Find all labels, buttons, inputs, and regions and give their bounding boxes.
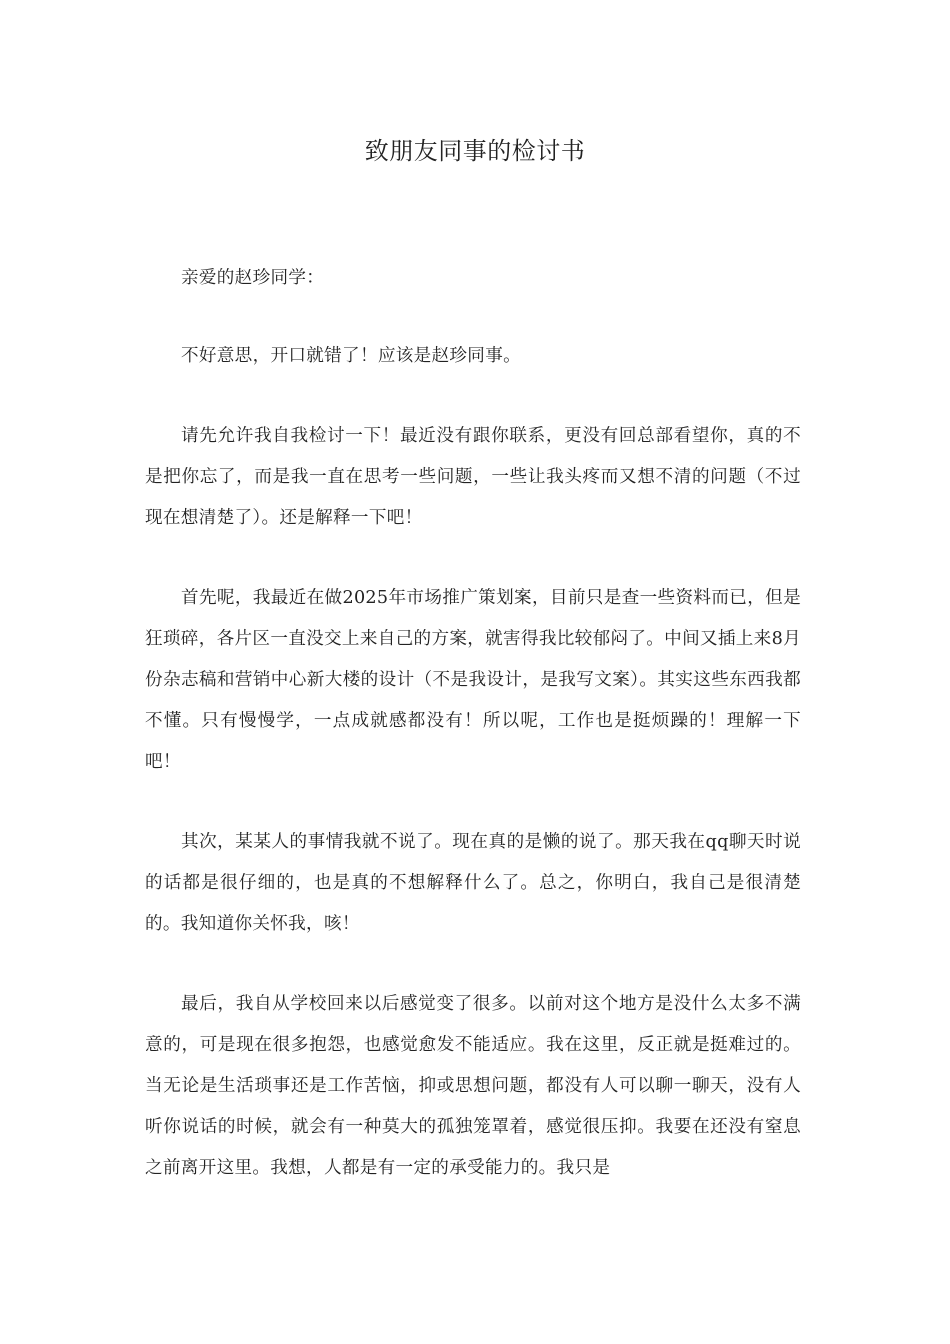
- paragraph-work: 首先呢，我最近在做2025年市场推广策划案，目前只是查一些资料而已，但是狂琐碎，各片区一直没交上来自己的方案，就害得我比较郁闷了。中间又插上来8月份杂志稿和营销中心新大楼的设计（不是我设计，是我写文案）。其实这些东西我都不懂。只有慢慢学，一点成就感都没有！所以呢，工作也是挺烦躁的！理解一下吧！: [145, 588, 801, 772]
- salutation: 亲爱的赵珍同学：: [181, 268, 325, 288]
- paragraph-self-review: 请先允许我自我检讨一下！最近没有跟你联系，更没有回总部看望你，真的不是把你忘了，而是我一直在思考一些问题，一些让我头疼而又想不清的问题（不过现在想清楚了）。还是解释一下吧！: [145, 426, 801, 528]
- paragraph-feelings: 最后，我自从学校回来以后感觉变了很多。以前对这个地方是没什么太多不满意的，可是现在很多抱怨，也感觉愈发不能适应。我在这里，反正就是挺难过的。当无论是生活琐事还是工作苦恼，抑或思想问题，都没有人可以聊一聊天，没有人听你说话的时候，就会有一种莫大的孤独笼罩着，感觉很压抑。我要在还没有窒息之前离开这里。我想，人都是有一定的承受能力的。我只是: [145, 994, 801, 1178]
- paragraph-apology: 不好意思，开口就错了！应该是赵珍同事。: [181, 346, 521, 366]
- document-title: 致朋友同事的检讨书: [364, 137, 586, 165]
- paragraph-personal: 其次，某某人的事情我就不说了。现在真的是懒的说了。那天我在qq聊天时说的话都是很仔细的，也是真的不想解释什么了。总之，你明白，我自己是很清楚的。我知道你关怀我，咳！: [145, 832, 801, 934]
